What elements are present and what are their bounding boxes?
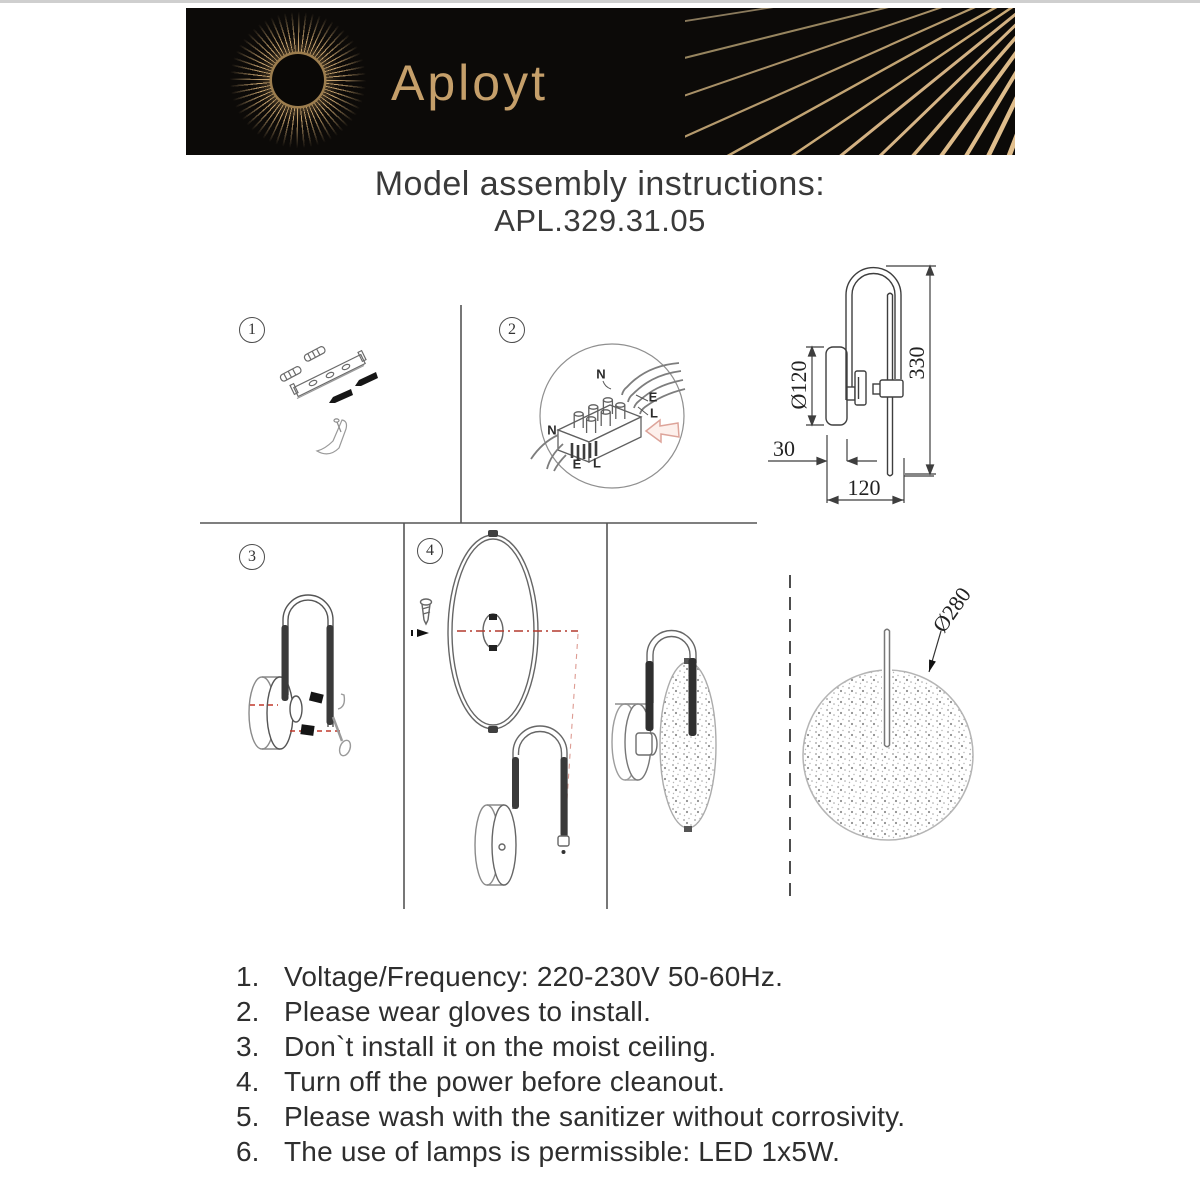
- panel4-ring-drawing: [412, 530, 578, 885]
- instruction-item: [236, 994, 1006, 1029]
- dim-height-label: 330: [904, 346, 929, 380]
- dim-disc-diameter-label: Ø280: [927, 582, 976, 637]
- wire-label-n-left: N: [547, 422, 557, 438]
- wire-label-e-bottom: E: [572, 456, 582, 472]
- instruction-item: [236, 1099, 1006, 1134]
- dim-plate-diameter-label: Ø120: [786, 360, 811, 410]
- instruction-text: Voltage/Frequency: 220-230V 50-60Hz.: [284, 961, 784, 992]
- instruction-text: Turn off the power before cleanout.: [284, 1066, 726, 1097]
- instruction-text: The use of lamps is permissible: LED 1x5W.: [284, 1136, 841, 1167]
- assembled-lamp-drawing: [612, 631, 716, 833]
- instruction-text: Don`t install it on the moist ceiling.: [284, 1031, 717, 1062]
- instruction-number: 4.: [236, 1066, 260, 1097]
- instruction-item: [236, 1064, 1006, 1099]
- instruction-number: 1.: [236, 961, 260, 992]
- wire-label-l-top: L: [650, 405, 658, 421]
- panel2-wiring-drawing: [531, 344, 685, 488]
- instruction-number: 3.: [236, 1031, 260, 1062]
- step-2-badge: 2: [499, 317, 525, 343]
- dim-width-label: 120: [847, 475, 881, 500]
- step-4-badge: 4: [417, 538, 443, 564]
- disc-front-view-drawing: [803, 629, 973, 840]
- wire-label-n-top: N: [596, 366, 606, 382]
- model-number: APL.329.31.05: [494, 203, 706, 238]
- instruction-text: Please wash with the sanitizer without corrosivity.: [284, 1101, 906, 1132]
- instruction-item: [236, 1134, 1006, 1169]
- dim-depth-label: 30: [773, 436, 795, 461]
- instruction-item: [236, 959, 1006, 994]
- instruction-item: [236, 1029, 1006, 1064]
- instruction-number: 2.: [236, 996, 260, 1027]
- wire-label-e-top: E: [648, 389, 658, 405]
- panel3-attach-drawing: [249, 595, 352, 757]
- instruction-list: [236, 959, 1006, 1169]
- instruction-number: 5.: [236, 1101, 260, 1132]
- step-1-badge: 1: [239, 317, 265, 343]
- page-title: Model assembly instructions:: [374, 165, 826, 203]
- instruction-number: 6.: [236, 1136, 260, 1167]
- step-3-badge: 3: [239, 544, 265, 570]
- wire-label-l-bottom: L: [593, 455, 601, 471]
- instruction-text: Please wear gloves to install.: [284, 996, 652, 1027]
- brand-wordmark: Aployt: [391, 55, 548, 111]
